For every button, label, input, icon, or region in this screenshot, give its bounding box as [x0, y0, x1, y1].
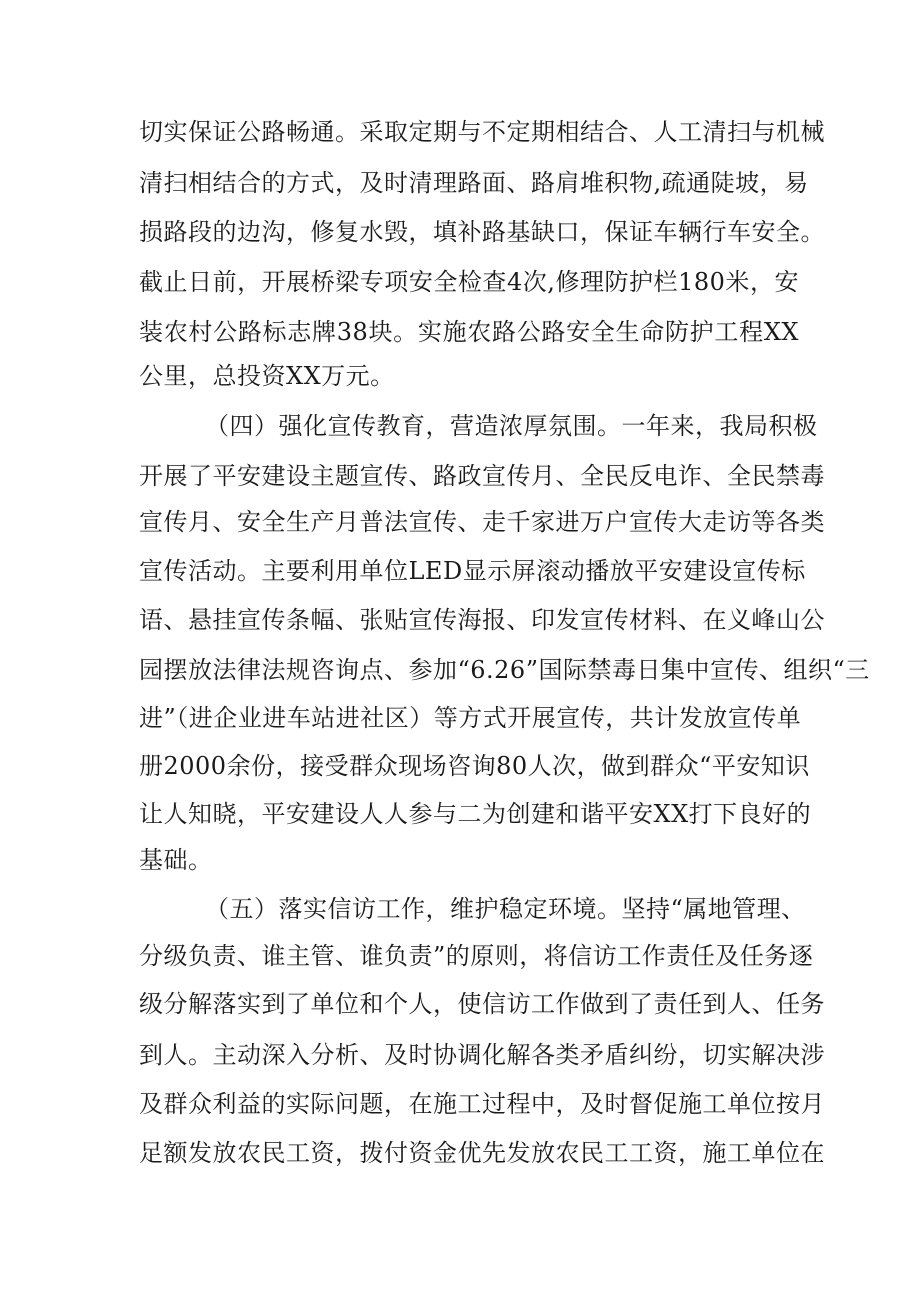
text-line: 切实保证公路畅通。采取定期与不定期相结合、人工清扫与机械: [139, 118, 825, 146]
text-line: 宣传活动。主要利用单位LED显示屏滚动播放平安建设宣传标: [139, 557, 806, 585]
text-line: 基础。: [139, 846, 213, 874]
text-line: 分级负责、谁主管、谁负责”的原则，将信访工作责任及任务逐: [139, 942, 814, 970]
text-line: 损路段的边沟，修复水毁，填补路基缺口，保证车辆行车安全。: [139, 218, 825, 246]
text-line: 进”（进企业进车站进社区）等方式开展宣传，共计发放宣传单: [139, 704, 802, 732]
text-line: 清扫相结合的方式，及时清理路面、路肩堆积物,疏通陡坡，易: [139, 169, 809, 197]
paragraph-heading-line: （四）强化宣传教育，营造浓厚氛围。一年来，我局积极: [205, 412, 818, 440]
text-line: 公里，总投资XX万元。: [139, 362, 395, 390]
text-line: 级分解落实到了单位和个人，使信访工作做到了责任到人、任务: [139, 990, 825, 1018]
text-line: 足额发放农民工资，拨付资金优先发放农民工工资，施工单位在: [139, 1139, 825, 1167]
text-line: 装农村公路标志牌38块。实施农路公路安全生命防护工程XX: [139, 318, 799, 346]
text-line: 册2000余份，接受群众现场咨询80人次，做到群众“平安知识: [139, 752, 810, 780]
text-line: 宣传月、安全生产月普法宣传、走千家进万户宣传大走访等各类: [139, 508, 825, 536]
text-line: 及群众利益的实际问题，在施工过程中，及时督促施工单位按月: [139, 1090, 825, 1118]
text-line: 开展了平安建设主题宣传、路政宣传月、全民反电诈、全民禁毒: [139, 462, 825, 490]
paragraph-heading-line: （五）落实信访工作，维护稳定环境。坚持“属地管理、: [205, 895, 806, 923]
text-line: 让人知晓，平安建设人人参与二为创建和谐平安XX打下良好的: [139, 800, 812, 828]
text-line: 语、悬挂宣传条幅、张贴宣传海报、印发宣传材料、在义峰山公: [139, 606, 825, 634]
text-line: 园摆放法律法规咨询点、参加“6.26”国际禁毒日集中宣传、组织“三: [139, 656, 870, 684]
text-line: 到人。主动深入分析、及时协调化解各类矛盾纠纷，切实解决涉: [139, 1041, 825, 1069]
text-line: 截止日前，开展桥梁专项安全检查4次,修理防护栏180米，安: [139, 268, 799, 296]
